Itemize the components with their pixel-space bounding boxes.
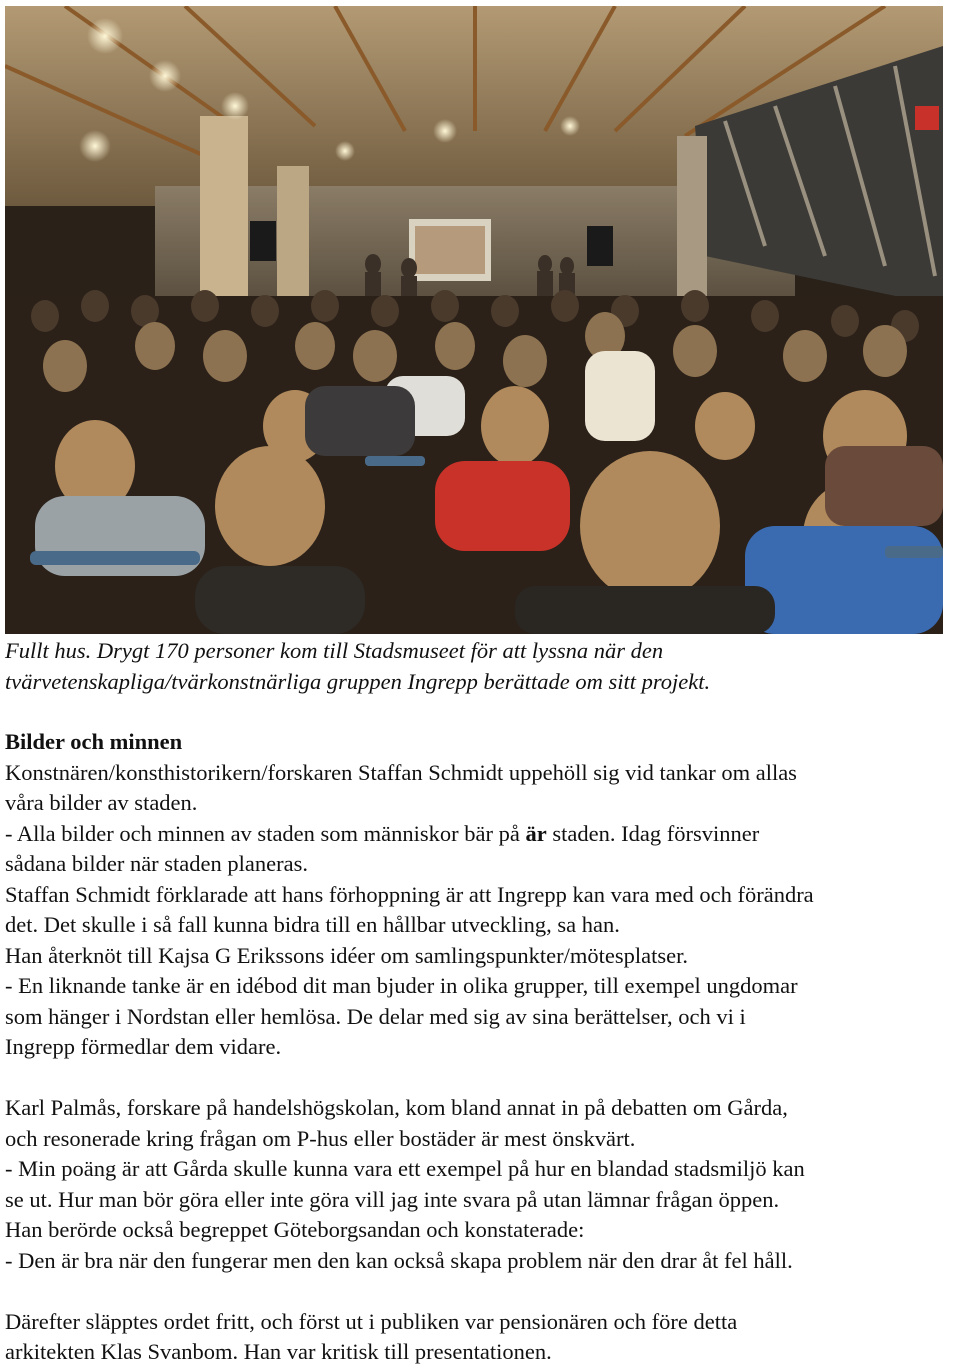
- paragraph-line: - En liknande tanke är en idébod dit man bjuder in olika grupper, till exempel ungdomar: [5, 973, 798, 998]
- paragraph-line: - Den är bra när den fungerar men den kan också skapa problem när den drar åt fel håll.: [5, 1247, 793, 1273]
- paragraph-line: Staffan Schmidt förklarade att hans förhoppning är att Ingrepp kan vara med och förändra: [5, 881, 814, 907]
- caption-line: tvärvetenskapliga/tvärkonstnärliga gruppen Ingrepp berättade om sitt projekt.: [5, 668, 711, 694]
- emphasis-text: är: [525, 820, 547, 846]
- paragraph-line: Ingrepp förmedlar dem vidare.: [5, 1034, 282, 1059]
- paragraph-line: som hänger i Nordstan eller hemlösa. De delar med sig av sina berättelser, och vi i: [5, 1003, 746, 1029]
- speaker: [250, 221, 276, 261]
- paragraph-line: och resonerade kring frågan om P-hus eller bostäder är mest önskvärt.: [5, 1125, 636, 1151]
- paragraph-line: Han återknöt till Kajsa G Erikssons idéer om samlingspunkter/mötesplatser.: [5, 942, 688, 968]
- paragraph-line: Därefter släpptes ordet fritt, och först ut i publiken var pensionären och före detta: [5, 1308, 738, 1334]
- paragraph-line: Karl Palmås, forskare på handelshögskolan, kom bland annat in på debatten om Gårda,: [5, 1095, 788, 1120]
- article-heading: Bilder och minnen: [5, 729, 183, 754]
- paragraph-line: det. Det skulle i så fall kunna bidra till en hållbar utveckling, sa han.: [5, 912, 620, 937]
- text-span: staden. Idag försvinner: [546, 820, 760, 846]
- paragraph-line: sådana bilder när staden planeras.: [5, 851, 308, 876]
- projected-image: [415, 226, 485, 274]
- paragraph-line: [5, 819, 955, 850]
- paragraph-gap: [5, 1063, 955, 1094]
- caption-line: Fullt hus. Drygt 170 personer kom till Stadsmuseet för att lyssna när den: [5, 638, 664, 663]
- paragraph-line: Konstnären/konsthistorikern/forskaren Staffan Schmidt uppehöll sig vid tankar om allas: [5, 759, 797, 785]
- paragraph-line: arkitekten Klas Svanbom. Han var kritisk till presentationen.: [5, 1339, 552, 1364]
- speaker: [587, 226, 613, 266]
- paragraph-line: se ut. Hur man bör göra eller inte göra vill jag inte svara på utan lämnar frågan öppen.: [5, 1186, 780, 1212]
- paragraph-line: - Min poäng är att Gårda skulle kunna vara ett exempel på hur en blandad stadsmiljö kan: [5, 1156, 805, 1181]
- paragraph-line: våra bilder av staden.: [5, 790, 198, 815]
- audience-photo: [5, 6, 943, 634]
- paragraph-line: Han berörde också begreppet Göteborgsandan och konstaterade:: [5, 1217, 585, 1242]
- text-span: - Alla bilder och minnen av staden som människor bär på: [5, 820, 526, 846]
- article-body: [5, 727, 955, 1368]
- photo-caption: [5, 636, 955, 697]
- photo-illustration: [5, 6, 943, 634]
- exit-sign: [915, 106, 939, 130]
- pillar: [277, 166, 309, 316]
- paragraph-gap: [5, 1276, 955, 1307]
